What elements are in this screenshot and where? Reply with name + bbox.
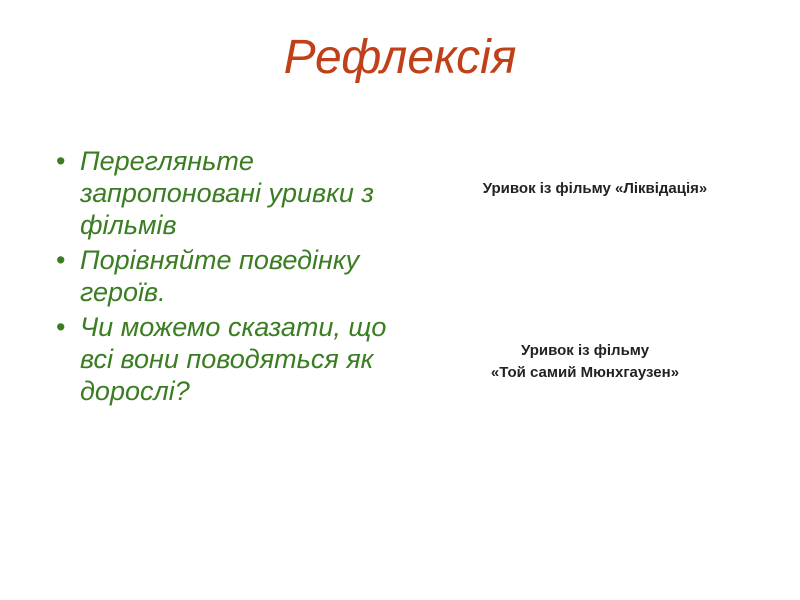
bullet-marker: • <box>56 312 66 342</box>
bullet-item <box>50 244 400 308</box>
bullet-marker: • <box>56 245 66 275</box>
slide-title: Рефлексія <box>283 31 517 84</box>
bullet-text: Порівняйте поведінку героїв. <box>80 245 360 307</box>
film-clip-link-line: Уривок із фільму <box>520 342 650 359</box>
bullet-text: Чи можемо сказати, що всі вони поводяться як дорослі? <box>80 312 387 406</box>
bullet-marker: • <box>56 146 66 176</box>
film-clip-link-line: «Той самий Мюнхгаузен» <box>490 364 680 381</box>
film-clip-link-munchausen[interactable] <box>440 340 730 384</box>
bullet-item <box>50 145 400 241</box>
bullet-list <box>50 145 400 410</box>
bullet-text: Перегляньте запропоновані уривки з фільмів <box>80 146 374 240</box>
bullet-item <box>50 311 400 407</box>
film-clip-link-liquidation[interactable]: Уривок із фільму «Ліквідація» <box>482 180 708 197</box>
